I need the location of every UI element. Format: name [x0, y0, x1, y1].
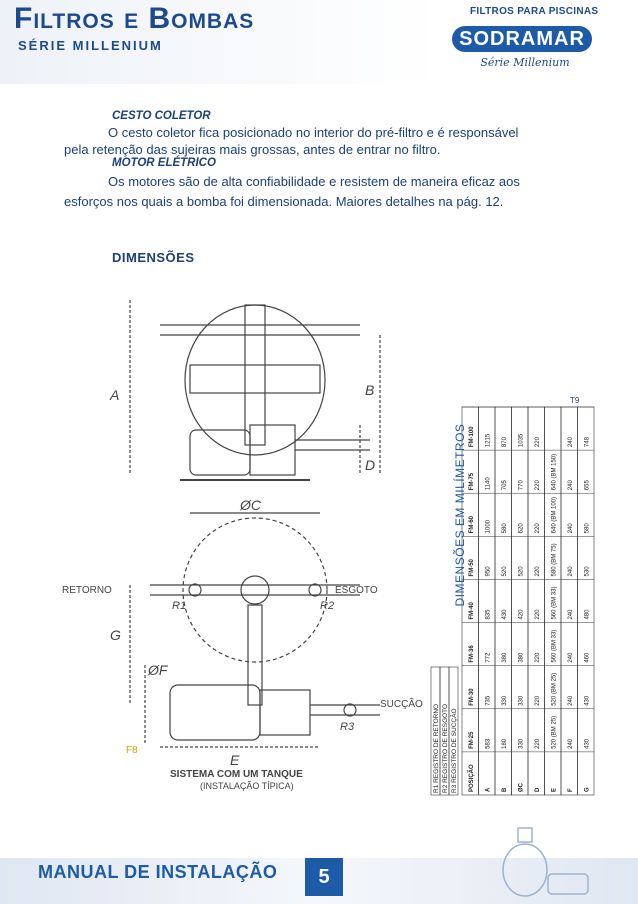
table-cell: 240 [567, 566, 574, 577]
dim-label-d: D [365, 457, 376, 473]
heading-cesto-coletor: CESTO COLETOR [112, 110, 211, 122]
paragraph-motor-line1: Os motores são de alta confiabilidade e resistem de maneira eficaz aos [108, 174, 520, 189]
table-cell: 1035 [518, 433, 525, 448]
table-cell: 220 [534, 695, 541, 706]
table-cell: 530 [584, 566, 591, 577]
label-succao: SUCÇÃO [380, 699, 423, 710]
header-title: Filtros e Bombas [14, 2, 255, 35]
legend-entry: R1 REGISTRO DE RETORNO [433, 703, 440, 793]
label-r1: R1 [172, 600, 187, 612]
label-retorno: RETORNO [62, 585, 112, 596]
table-header-cell: FM-40 [468, 602, 475, 620]
table-cell: 950 [485, 566, 492, 577]
table-cell: 655 [584, 480, 591, 491]
table-cell: 430 [584, 738, 591, 749]
dim-label-g: G [110, 627, 121, 643]
table-cell: 180 [501, 738, 508, 749]
paragraph-motor-line2: esforços nos quais a bomba foi dimensionada. Maiores detalhes na pág. 12. [64, 194, 504, 209]
table-cell: 220 [534, 437, 541, 448]
table-cell: 640 (BM 100) [551, 496, 558, 534]
table-cell: 220 [534, 566, 541, 577]
table-cell: 220 [534, 480, 541, 491]
pump-plan [170, 685, 260, 740]
valve-column [245, 305, 265, 445]
table-cell: 220 [534, 523, 541, 534]
table-header-cell: FM-75 [468, 472, 475, 491]
tank-side-view [185, 305, 325, 455]
table-cell: 640 (BM 150) [551, 453, 558, 491]
table-cell: 430 [584, 695, 591, 706]
multiport-valve [241, 576, 269, 604]
valve-r3 [344, 704, 356, 716]
brand-logo: SODRAMAR [452, 26, 592, 52]
table-cell: F [567, 788, 574, 792]
figure-tag: F8 [126, 745, 138, 756]
table-cell: 835 [485, 609, 492, 620]
valve-r1 [189, 584, 201, 596]
table-header-cell: FM-25 [468, 731, 475, 749]
legend-entry: R3 REGISTRO DE SUCÇÃO [451, 708, 458, 793]
table-cell: 520 (BM 25) [551, 672, 558, 706]
table-cell: 1000 [485, 519, 492, 534]
table-cell: 1140 [485, 477, 492, 491]
table-cell: 748 [584, 437, 591, 448]
heading-motor-eletrico: MOTOR ELÉTRICO [112, 157, 216, 169]
table-cell: 772 [485, 652, 492, 663]
table-cell: 583 [485, 738, 492, 749]
table-cell: 520 [518, 566, 525, 577]
table-title: DIMENSÕES EM MILÍMETROS [453, 423, 467, 607]
table-cell: A [485, 787, 492, 792]
table-cell: 330 [501, 695, 508, 706]
table-cell: 705 [501, 480, 508, 491]
footer-title: MANUAL DE INSTALAÇÃO [38, 862, 278, 882]
legend-entry: R2 REGISTRO DE RESGOTO [442, 703, 449, 793]
table-cell: 460 [584, 652, 591, 663]
table-cell: 1215 [485, 433, 492, 448]
paragraph-cesto-line2: pela retenção das sujeiras mais grossas, antes de entrar no filtro. [64, 142, 441, 157]
table-row [561, 407, 578, 795]
table-cell: 620 [518, 523, 525, 534]
label-r3: R3 [340, 721, 355, 733]
table-cell: 240 [567, 609, 574, 620]
table-cell: ØC [518, 783, 525, 792]
table-cell: 560 (BM 33) [551, 629, 558, 663]
table-cell: B [501, 787, 508, 792]
table-row [578, 407, 595, 795]
page-number: 5 [305, 858, 343, 896]
table-cell: 480 [584, 609, 591, 620]
table-header-cell: FM-30 [468, 688, 475, 706]
table-cell: 220 [534, 652, 541, 663]
pump-body [250, 425, 295, 475]
dim-label-b: B [365, 382, 375, 398]
label-r2: R2 [320, 600, 335, 612]
table-header-cell: POSIÇÃO [468, 764, 475, 792]
table-row [528, 407, 545, 795]
caption-instalacao: (INSTALAÇÃO TÍPICA) [200, 781, 294, 791]
section-title-dimensoes: DIMENSÕES [112, 250, 195, 265]
tank-plan-circle [183, 518, 327, 662]
table-cell: 870 [501, 437, 508, 448]
table-cell: 580 [501, 523, 508, 534]
table-cell: 240 [567, 523, 574, 534]
table-cell: 330 [518, 738, 525, 749]
table-cell: 735 [485, 695, 492, 706]
table-cell: 420 [518, 609, 525, 620]
table-cell: 770 [518, 480, 525, 491]
label-esgoto: ESGOTO [335, 585, 378, 596]
page-header [0, 0, 638, 84]
table-cell: 240 [567, 738, 574, 749]
table-cell: G [584, 787, 591, 792]
pump-motor [190, 430, 250, 475]
table-row [495, 407, 512, 795]
table-header-cell: FM-100 [468, 426, 475, 448]
brand-tagline: FILTROS PARA PISCINAS [470, 6, 599, 17]
table-cell: 520 (BM 25) [551, 715, 558, 749]
table-cell: 580 [584, 523, 591, 534]
dim-label-e: E [230, 752, 240, 768]
table-cell: 240 [567, 695, 574, 706]
table-row [479, 407, 496, 795]
table-cell: E [551, 787, 558, 792]
table-cell: 520 [501, 566, 508, 577]
table-cell: 220 [534, 609, 541, 620]
paragraph-cesto-line1: O cesto coletor fica posicionado no interior do pré-filtro e é responsável [108, 125, 519, 140]
table-title-wrap [452, 416, 468, 616]
table-cell: 330 [518, 695, 525, 706]
table-cell: 240 [567, 652, 574, 663]
table-cell: 380 [518, 652, 525, 663]
table-cell: 240 [567, 437, 574, 448]
header-subtitle: SÉRIE MILLENIUM [18, 38, 163, 53]
brand-series: Série Millenium [480, 56, 570, 69]
dim-label-a: A [110, 387, 120, 403]
table-cell: 380 [501, 652, 508, 663]
installation-drawing [50, 285, 423, 805]
table-cell: D [534, 787, 541, 792]
product-illustration [490, 822, 600, 902]
table-cell: 220 [534, 738, 541, 749]
table-cell: 430 [501, 609, 508, 620]
table-cell: 580 (BM 75) [551, 543, 558, 577]
table-header-cell: FM-36 [468, 645, 475, 663]
table-cell: 240 [567, 480, 574, 491]
table-tag: T9 [570, 396, 580, 405]
table-header-cell: FM-50 [468, 559, 475, 577]
dim-label-c: ØC [240, 497, 261, 513]
table-header-cell: FM-60 [468, 515, 475, 534]
table-cell: 560 (BM 33) [551, 586, 558, 620]
caption-sistema: SISTEMA COM UM TANQUE [170, 769, 303, 780]
dim-label-f: ØF [148, 662, 168, 678]
tank-band [190, 365, 320, 393]
table-row [512, 407, 529, 795]
valve-r2 [309, 584, 321, 596]
